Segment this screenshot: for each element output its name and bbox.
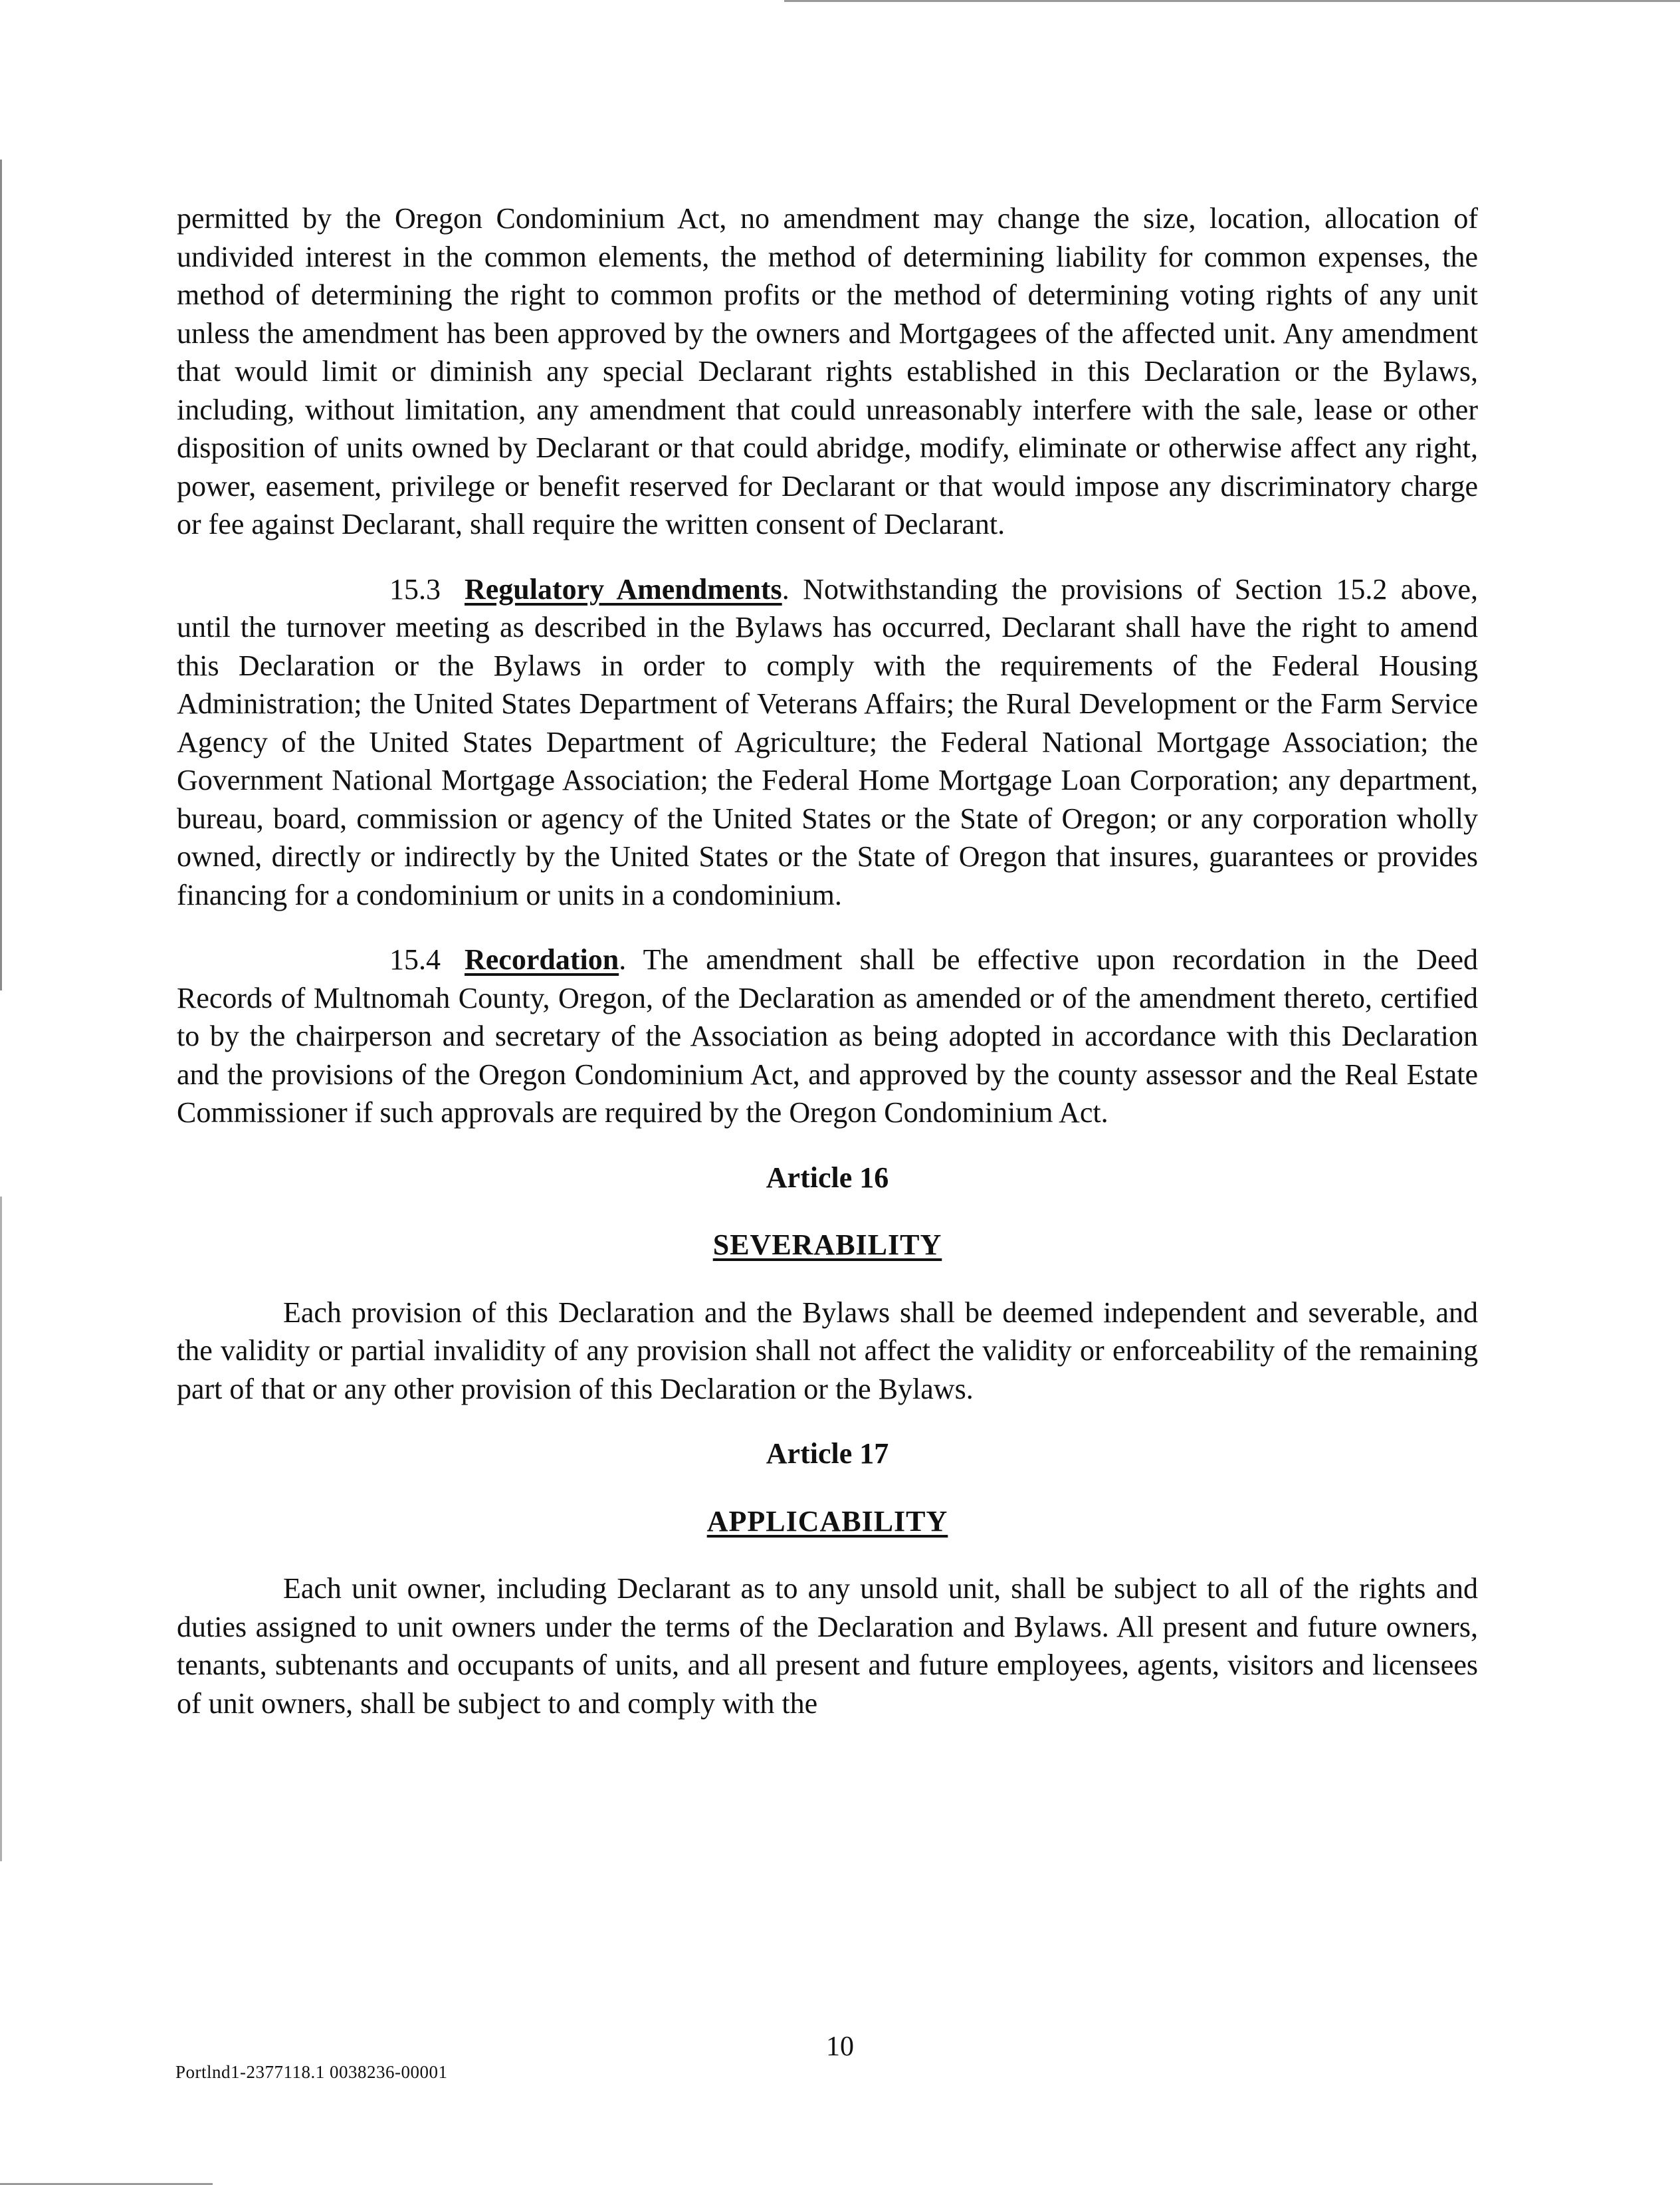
section-15-3 [177,570,1478,915]
article-16-title: SEVERABILITY [712,1228,942,1261]
section-number: 15.3 [389,572,441,606]
article-16-body: Each provision of this Declaration and the Bylaws shall be deemed independent and severable, and the validity or partial invalidity of any provision shall not affect the validity or enforceability of the remaining part of that or any other provision of this Declaration or the Bylaws. [177,1296,1478,1405]
footer-document-id: Portlnd1-2377118.1 0038236-00001 [175,2062,448,2082]
article-17-label: Article 17 [766,1437,889,1470]
section-15-4 [177,941,1478,1132]
document-body [177,199,1478,1749]
section-body: . The amendment shall be effective upon recordation in the Deed Records of Multnomah County, Oregon, of the Declaration as amended or of the amendment thereto, certified to by the chairperson and secretary of the Association as being adopted in accordance with this Declaration and the provisions of the Oregon Condominium Act, and approved by the county assessor and the Real Estate Commissioner if such approvals are required by the Oregon Condominium Act. [177,943,1478,1129]
section-title: Regulatory Amendments [465,572,782,606]
section-body: . Notwithstanding the provisions of Section 15.2 above, until the turnover meeting as described in the Bylaws has occurred, Declarant shall have the right to amend this Declaration or the Bylaws in order to comply with the requirements of the Federal Housing Administration; the United States Department of Veterans Affairs; the Rural Development or the Farm Service Agency of the United States Department of Agriculture; the Federal National Mortgage Association; the Government National Mortgage Association; the Federal Home Mortgage Loan Corporation; any department, bureau, board, commission or agency of the United States or the State of Oregon; or any corporation wholly owned, directly or indirectly by the United States or the State of Oregon that insures, guarantees or provides financing for a condominium or units in a condominium. [177,572,1478,911]
article-17-title: APPLICABILITY [706,1504,948,1538]
scan-artifact-left-lower [0,1197,2,1861]
section-title: Recordation [465,943,619,976]
article-17-body: Each unit owner, including Declarant as to any unsold unit, shall be subject to all of the rights and duties assigned to unit owners under the terms of the Declaration and Bylaws. All present and future owners, tenants, subtenants and occupants of units, and all present and future employees, agents, visitors and licensees of unit owners, shall be subject to and comply with the [177,1572,1478,1720]
scan-artifact-top [784,0,1680,2]
section-number: 15.4 [389,943,441,976]
page-number: 10 [826,2031,854,2062]
paragraph-continuation: permitted by the Oregon Condominium Act, no amendment may change the size, location, allocation of undivided interest in the common elements, the method of determining liability for common expenses, the method of determining the right to common profits or the method of determining voting rights of any unit unless the amendment has been approved by the owners and Mortgagees of the affected unit. Any amendment that would limit or diminish any special Declarant rights established in this Declaration or the Bylaws, including, without limitation, any amendment that could unreasonably interfere with the sale, lease or other disposition of units owned by Declarant or that could abridge, modify, eliminate or otherwise affect any right, power, easement, privilege or benefit reserved for Declarant or that would impose any discriminatory charge or fee against Declarant, shall require the written consent of Declarant. [177,202,1478,540]
scan-artifact-left [0,160,2,990]
article-16-label: Article 16 [766,1161,889,1194]
